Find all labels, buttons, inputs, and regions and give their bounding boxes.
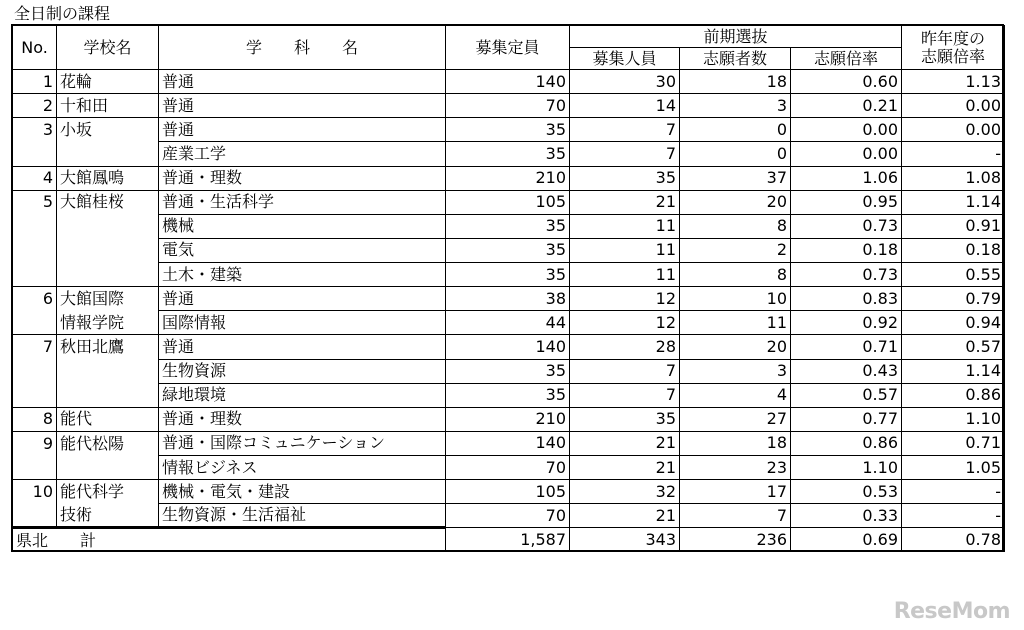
prev-ratio-value: 0.00	[902, 94, 1005, 118]
school-name: 花輪	[57, 70, 159, 94]
total-label: 県北 計	[13, 528, 446, 552]
table-row	[13, 504, 1005, 528]
table-body	[13, 70, 1005, 553]
school-name	[57, 238, 159, 262]
prev-ratio-value: -	[902, 480, 1005, 504]
header-prev-ratio	[902, 26, 1005, 70]
school-name: 大館鳳鳴	[57, 166, 159, 190]
capacity-value: 210	[446, 166, 570, 190]
applicants-value: 0	[680, 142, 791, 166]
applicants-value: 0	[680, 118, 791, 142]
capacity-value: 210	[446, 407, 570, 431]
table-row	[13, 456, 1005, 480]
row-no: 7	[13, 335, 57, 359]
early-quota-value: 35	[570, 166, 680, 190]
applicants-value: 20	[680, 335, 791, 359]
applicants-value: 37	[680, 166, 791, 190]
row-no	[13, 383, 57, 407]
applicants-value: 4	[680, 383, 791, 407]
school-name	[57, 456, 159, 480]
applicants-value: 7	[680, 504, 791, 528]
program-name: 普通	[159, 70, 446, 94]
row-no	[13, 238, 57, 262]
applicants-value: 2	[680, 238, 791, 262]
capacity-value: 70	[446, 504, 570, 528]
school-name	[57, 383, 159, 407]
capacity-value: 140	[446, 70, 570, 94]
program-name: 普通	[159, 94, 446, 118]
prev-ratio-value: 0.55	[902, 263, 1005, 287]
school-name: 情報学院	[57, 311, 159, 335]
header-early-selection: 前期選抜	[570, 26, 902, 48]
ratio-value: 0.00	[791, 118, 902, 142]
program-name: 普通・生活科学	[159, 190, 446, 214]
applicants-value: 18	[680, 431, 791, 455]
early-quota-value: 7	[570, 383, 680, 407]
school-name: 能代松陽	[57, 431, 159, 455]
prev-ratio-value: 1.14	[902, 359, 1005, 383]
early-quota-value: 7	[570, 118, 680, 142]
applicants-value: 27	[680, 407, 791, 431]
prev-ratio-value: 0.94	[902, 311, 1005, 335]
capacity-value: 70	[446, 456, 570, 480]
early-quota-value: 11	[570, 263, 680, 287]
program-name: 電気	[159, 238, 446, 262]
total-ratio: 0.69	[791, 528, 902, 552]
capacity-value: 38	[446, 287, 570, 311]
total-prev-ratio: 0.78	[902, 528, 1005, 552]
program-name: 土木・建築	[159, 263, 446, 287]
table-row	[13, 238, 1005, 262]
school-name: 秋田北鷹	[57, 335, 159, 359]
school-name	[57, 263, 159, 287]
school-name: 能代	[57, 407, 159, 431]
row-no: 3	[13, 118, 57, 142]
header-school: 学校名	[57, 26, 159, 70]
table-row	[13, 214, 1005, 238]
applicants-value: 18	[680, 70, 791, 94]
capacity-value: 35	[446, 359, 570, 383]
row-no: 1	[13, 70, 57, 94]
capacity-value: 35	[446, 238, 570, 262]
ratio-value: 0.73	[791, 263, 902, 287]
table-row	[13, 118, 1005, 142]
program-name: 緑地環境	[159, 383, 446, 407]
ratio-value: 0.57	[791, 383, 902, 407]
ratio-value: 0.00	[791, 142, 902, 166]
school-name: 技術	[57, 504, 159, 528]
table-row	[13, 480, 1005, 504]
prev-ratio-value: 0.18	[902, 238, 1005, 262]
prev-ratio-value: 1.05	[902, 456, 1005, 480]
prev-ratio-value: 1.13	[902, 70, 1005, 94]
school-name: 大館国際	[57, 287, 159, 311]
program-name: 情報ビジネス	[159, 456, 446, 480]
total-quota: 343	[570, 528, 680, 552]
table-row	[13, 94, 1005, 118]
applicants-value: 3	[680, 94, 791, 118]
table-row	[13, 70, 1005, 94]
program-name: 普通・理数	[159, 407, 446, 431]
ratio-value: 0.86	[791, 431, 902, 455]
ratio-value: 0.71	[791, 335, 902, 359]
ratio-value: 0.60	[791, 70, 902, 94]
prev-ratio-value: 1.14	[902, 190, 1005, 214]
program-name: 普通	[159, 335, 446, 359]
early-quota-value: 12	[570, 287, 680, 311]
row-no: 9	[13, 431, 57, 455]
table-row	[13, 190, 1005, 214]
program-name: 機械	[159, 214, 446, 238]
early-quota-value: 21	[570, 190, 680, 214]
program-name: 普通	[159, 287, 446, 311]
early-quota-value: 7	[570, 359, 680, 383]
ratio-value: 0.73	[791, 214, 902, 238]
program-name: 普通・理数	[159, 166, 446, 190]
row-no	[13, 311, 57, 335]
early-quota-value: 14	[570, 94, 680, 118]
header-no: No.	[13, 26, 57, 70]
program-name: 普通・国際コミュニケーション	[159, 431, 446, 455]
school-name: 小坂	[57, 118, 159, 142]
row-no	[13, 456, 57, 480]
applicants-value: 3	[680, 359, 791, 383]
row-no: 2	[13, 94, 57, 118]
row-no	[13, 142, 57, 166]
applicants-value: 8	[680, 263, 791, 287]
applicants-value: 8	[680, 214, 791, 238]
capacity-value: 105	[446, 480, 570, 504]
applicants-value: 23	[680, 456, 791, 480]
table-row	[13, 263, 1005, 287]
header-early-quota: 募集人員	[570, 48, 680, 70]
ratio-value: 0.95	[791, 190, 902, 214]
header-program: 学 科 名	[159, 26, 446, 70]
capacity-value: 140	[446, 431, 570, 455]
table-row	[13, 431, 1005, 455]
prev-ratio-value: 0.00	[902, 118, 1005, 142]
ratio-value: 0.21	[791, 94, 902, 118]
capacity-value: 35	[446, 142, 570, 166]
header-ratio: 志願倍率	[791, 48, 902, 70]
ratio-value: 0.83	[791, 287, 902, 311]
capacity-value: 35	[446, 118, 570, 142]
program-name: 機械・電気・建設	[159, 480, 446, 504]
early-quota-value: 35	[570, 407, 680, 431]
table-row	[13, 335, 1005, 359]
applicants-value: 10	[680, 287, 791, 311]
row-no: 8	[13, 407, 57, 431]
ratio-value: 0.77	[791, 407, 902, 431]
prev-ratio-value: -	[902, 142, 1005, 166]
capacity-value: 44	[446, 311, 570, 335]
ratio-value: 0.33	[791, 504, 902, 528]
program-name: 生物資源	[159, 359, 446, 383]
capacity-value: 35	[446, 214, 570, 238]
capacity-value: 140	[446, 335, 570, 359]
program-name: 普通	[159, 118, 446, 142]
header-applicants: 志願者数	[680, 48, 791, 70]
table-caption: 全日制の課程	[14, 4, 111, 23]
row-no	[13, 263, 57, 287]
row-no	[13, 214, 57, 238]
prev-ratio-value: 0.79	[902, 287, 1005, 311]
school-name	[57, 142, 159, 166]
prev-ratio-value: 1.10	[902, 407, 1005, 431]
table-row	[13, 383, 1005, 407]
capacity-value: 70	[446, 94, 570, 118]
prev-ratio-value: 0.91	[902, 214, 1005, 238]
row-no	[13, 504, 57, 528]
school-name: 大館桂桜	[57, 190, 159, 214]
early-quota-value: 11	[570, 214, 680, 238]
school-name: 十和田	[57, 94, 159, 118]
total-capacity: 1,587	[446, 528, 570, 552]
total-applicants: 236	[680, 528, 791, 552]
school-name	[57, 359, 159, 383]
header-prev-ratio-line1: 昨年度の	[920, 28, 985, 48]
capacity-value: 105	[446, 190, 570, 214]
table-row	[13, 311, 1005, 335]
early-quota-value: 7	[570, 142, 680, 166]
program-name: 国際情報	[159, 311, 446, 335]
row-no: 6	[13, 287, 57, 311]
prev-ratio-value: 0.57	[902, 335, 1005, 359]
row-no	[13, 359, 57, 383]
prev-ratio-value: 0.71	[902, 431, 1005, 455]
prev-ratio-value: 1.08	[902, 166, 1005, 190]
early-quota-value: 28	[570, 335, 680, 359]
ratio-value: 0.18	[791, 238, 902, 262]
applicants-value: 17	[680, 480, 791, 504]
row-no: 10	[13, 480, 57, 504]
early-quota-value: 21	[570, 456, 680, 480]
school-name: 能代科学	[57, 480, 159, 504]
ratio-value: 0.43	[791, 359, 902, 383]
capacity-value: 35	[446, 263, 570, 287]
early-quota-value: 32	[570, 480, 680, 504]
program-name: 産業工学	[159, 142, 446, 166]
early-quota-value: 12	[570, 311, 680, 335]
ratio-value: 0.92	[791, 311, 902, 335]
table-row	[13, 166, 1005, 190]
early-quota-value: 21	[570, 431, 680, 455]
table-row	[13, 287, 1005, 311]
ratio-value: 1.10	[791, 456, 902, 480]
program-name: 生物資源・生活福祉	[159, 504, 446, 528]
capacity-value: 35	[446, 383, 570, 407]
early-quota-value: 21	[570, 504, 680, 528]
table-row	[13, 359, 1005, 383]
table-row	[13, 407, 1005, 431]
resemom-logo: ReseMom	[893, 599, 1010, 624]
school-name	[57, 214, 159, 238]
ratio-value: 1.06	[791, 166, 902, 190]
total-row	[13, 528, 1005, 552]
header-capacity: 募集定員	[446, 26, 570, 70]
early-quota-value: 11	[570, 238, 680, 262]
prev-ratio-value: 0.86	[902, 383, 1005, 407]
header-prev-ratio-line2: 志願倍率	[920, 46, 985, 66]
row-no: 4	[13, 166, 57, 190]
table-row	[13, 142, 1005, 166]
applicants-value: 20	[680, 190, 791, 214]
row-no: 5	[13, 190, 57, 214]
ratio-value: 0.53	[791, 480, 902, 504]
prev-ratio-value: -	[902, 504, 1005, 528]
early-quota-value: 30	[570, 70, 680, 94]
application-table	[12, 25, 1005, 552]
applicants-value: 11	[680, 311, 791, 335]
